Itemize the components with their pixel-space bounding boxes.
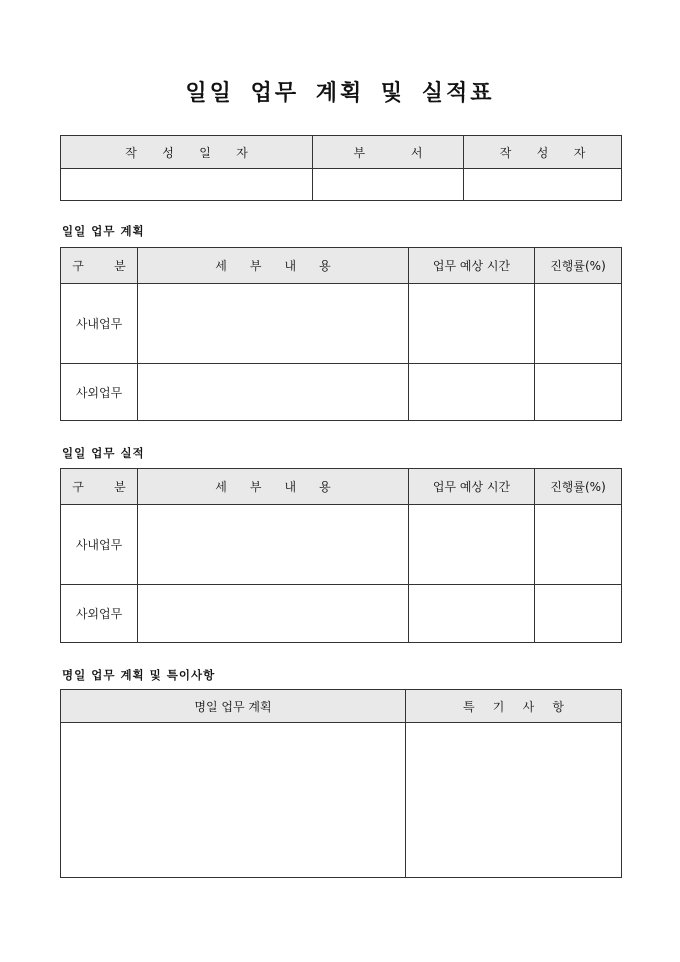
result-table bbox=[60, 468, 622, 643]
result-header-time: 업무 예상 시간 bbox=[409, 469, 535, 505]
plan-header-progress: 진행률(%) bbox=[535, 248, 622, 284]
result-section-heading: 일일 업무 실적 bbox=[62, 446, 145, 460]
plan-time-internal[interactable] bbox=[409, 284, 535, 364]
result-header-category: 구 분 bbox=[61, 469, 138, 505]
table-row bbox=[61, 505, 622, 585]
plan-progress-external[interactable] bbox=[535, 364, 622, 421]
next-day-table bbox=[60, 689, 622, 878]
result-detail-external[interactable] bbox=[138, 585, 409, 643]
plan-time-external[interactable] bbox=[409, 364, 535, 421]
plan-section-heading: 일일 업무 계획 bbox=[62, 224, 145, 238]
plan-category-external: 사외업무 bbox=[61, 364, 138, 421]
author-field[interactable] bbox=[464, 169, 622, 201]
result-progress-internal[interactable] bbox=[535, 505, 622, 585]
plan-header-time: 업무 예상 시간 bbox=[409, 248, 535, 284]
next-notes-field[interactable] bbox=[406, 723, 622, 878]
plan-header-detail: 세 부 내 용 bbox=[138, 248, 409, 284]
result-header-progress: 진행률(%) bbox=[535, 469, 622, 505]
department-field[interactable] bbox=[313, 169, 464, 201]
plan-table bbox=[60, 247, 622, 421]
plan-detail-external[interactable] bbox=[138, 364, 409, 421]
next-header-plan: 명일 업무 계획 bbox=[61, 690, 406, 723]
table-row bbox=[61, 585, 622, 643]
plan-header-category: 구 분 bbox=[61, 248, 138, 284]
header-date: 작 성 일 자 bbox=[61, 136, 313, 169]
result-detail-internal[interactable] bbox=[138, 505, 409, 585]
page-title: 일일 업무 계획 및 실적표 bbox=[185, 80, 495, 106]
next-header-notes: 특 기 사 항 bbox=[406, 690, 622, 723]
plan-progress-internal[interactable] bbox=[535, 284, 622, 364]
info-table bbox=[60, 135, 622, 201]
result-category-external: 사외업무 bbox=[61, 585, 138, 643]
table-row bbox=[61, 364, 622, 421]
result-time-external[interactable] bbox=[409, 585, 535, 643]
header-department: 부 서 bbox=[313, 136, 464, 169]
plan-detail-internal[interactable] bbox=[138, 284, 409, 364]
table-row bbox=[61, 284, 622, 364]
result-time-internal[interactable] bbox=[409, 505, 535, 585]
result-header-detail: 세 부 내 용 bbox=[138, 469, 409, 505]
result-category-internal: 사내업무 bbox=[61, 505, 138, 585]
date-field[interactable] bbox=[61, 169, 313, 201]
next-section-heading: 명일 업무 계획 및 특이사항 bbox=[62, 668, 216, 682]
next-plan-field[interactable] bbox=[61, 723, 406, 878]
header-author: 작 성 자 bbox=[464, 136, 622, 169]
plan-category-internal: 사내업무 bbox=[61, 284, 138, 364]
result-progress-external[interactable] bbox=[535, 585, 622, 643]
